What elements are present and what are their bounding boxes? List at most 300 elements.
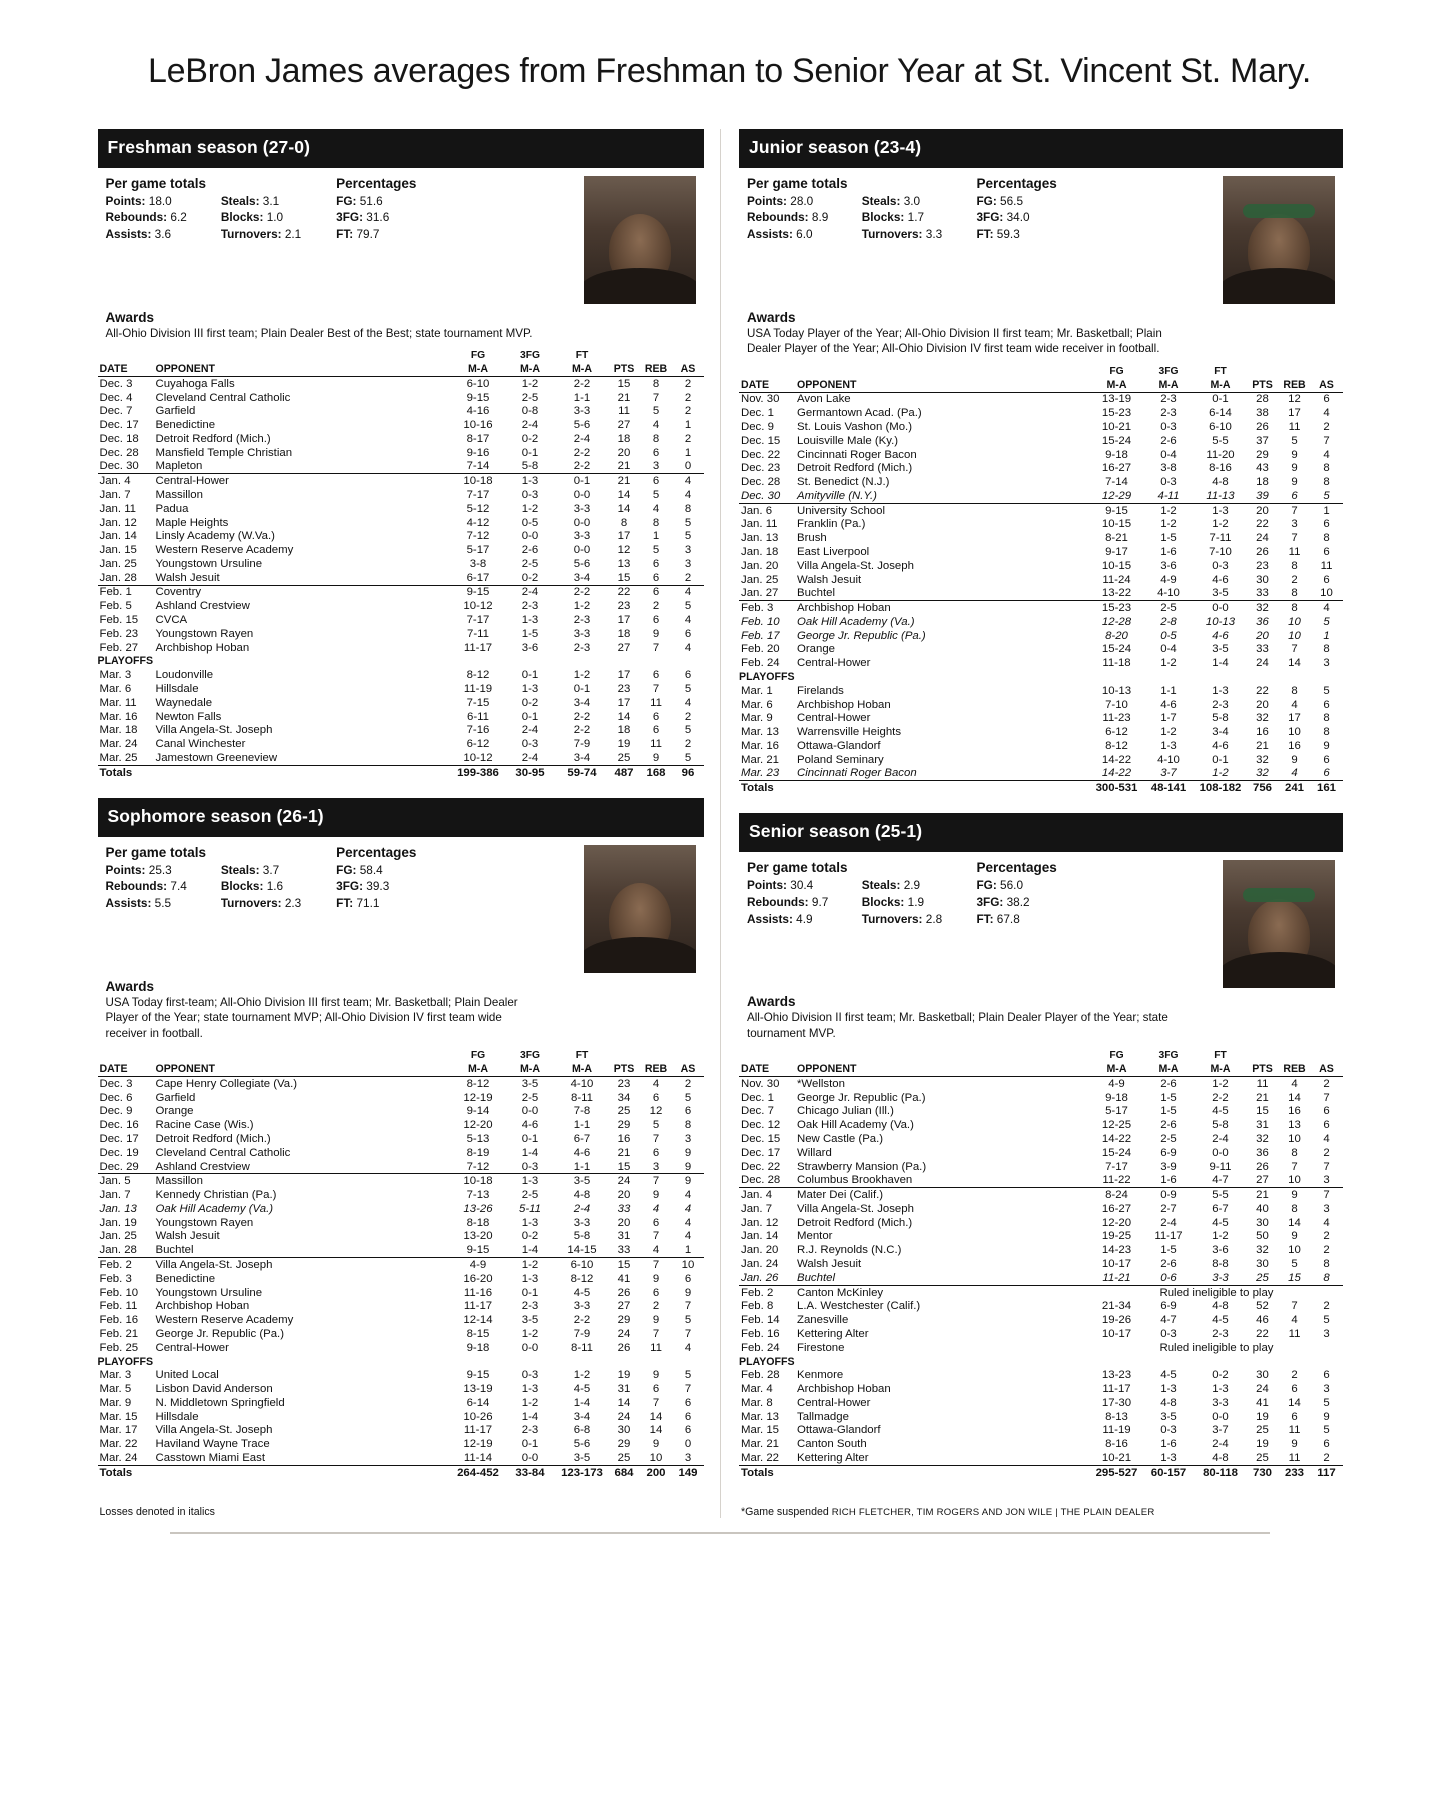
cell-as: 3 bbox=[684, 1133, 692, 1146]
table-row bbox=[98, 682, 705, 696]
cell-fg: 7-14 bbox=[1105, 476, 1128, 489]
cell-date: Feb. 25 bbox=[99, 1341, 139, 1354]
cell-fg: 8-13 bbox=[1105, 1410, 1128, 1423]
table-row bbox=[739, 1313, 1343, 1327]
cell-date: Jan. 15 bbox=[99, 544, 137, 557]
cell-fg: 6-12 bbox=[466, 738, 490, 751]
cell-fg: 11-17 bbox=[463, 1424, 493, 1437]
cell-date: Dec. 1 bbox=[741, 407, 774, 420]
table-row bbox=[98, 516, 705, 530]
cell-reb: 12 bbox=[1288, 393, 1301, 406]
per-game-label: Assists: bbox=[747, 227, 793, 242]
cell-fg: 9-15 bbox=[1105, 504, 1128, 517]
table-row bbox=[739, 489, 1343, 503]
cell-reb: 6 bbox=[652, 614, 660, 627]
cell-fg: 10-12 bbox=[463, 751, 493, 764]
cell-ft: 0-0 bbox=[573, 489, 591, 501]
cell-as: 1 bbox=[1323, 504, 1330, 517]
cell-pts: 37 bbox=[1256, 434, 1269, 447]
cell-date: Jan. 14 bbox=[99, 530, 137, 543]
cell-pts: 17 bbox=[617, 669, 631, 682]
table-row bbox=[739, 753, 1343, 767]
cell-3fg: 2-3 bbox=[521, 1424, 539, 1437]
cell-date: Dec. 7 bbox=[741, 1105, 774, 1118]
cell-fg: 11-17 bbox=[463, 1300, 493, 1313]
cell-pts: 23 bbox=[617, 600, 631, 613]
cell-3fg: 1-3 bbox=[521, 1216, 539, 1229]
cell-as: 4 bbox=[1323, 1216, 1330, 1229]
cell-as: 6 bbox=[1323, 698, 1330, 711]
cell-opponent: Coventry bbox=[155, 586, 202, 599]
cell-opponent: Detroit Redford (Mich.) bbox=[797, 1216, 913, 1229]
cell-pts: 19 bbox=[617, 738, 631, 751]
totals-fg: 300-531 bbox=[1091, 781, 1143, 795]
cell-pts: 32 bbox=[1256, 712, 1269, 725]
cell-as: 5 bbox=[684, 1314, 692, 1327]
season-heading: Senior season (25-1) bbox=[739, 815, 1343, 852]
cell-reb: 6 bbox=[652, 1091, 660, 1104]
cell-date: Dec. 3 bbox=[99, 1077, 133, 1090]
percentage-label: 3FG: bbox=[336, 210, 364, 225]
cell-date: Jan. 5 bbox=[99, 1175, 131, 1188]
clipping-columns bbox=[98, 129, 1343, 1518]
percentage-label: FG: bbox=[976, 878, 997, 893]
table-row bbox=[739, 1173, 1343, 1187]
totals-pts: 756 bbox=[1247, 781, 1279, 795]
cell-fg: 8-12 bbox=[1105, 739, 1128, 752]
cell-pts: 28 bbox=[1256, 393, 1269, 406]
cell-ft: 3-3 bbox=[573, 1300, 591, 1313]
group-blank bbox=[1311, 365, 1343, 378]
cell-ft: 2-3 bbox=[1212, 698, 1229, 711]
table-row bbox=[98, 557, 705, 571]
per-game-label: Steals: bbox=[861, 878, 901, 893]
cell-reb: 6 bbox=[1279, 489, 1311, 503]
cell-opponent: Kettering Alter bbox=[797, 1451, 869, 1464]
cell-reb: 7 bbox=[652, 1259, 660, 1272]
cell-fg: 9-15 bbox=[466, 586, 490, 599]
cell-3fg: 0-1 bbox=[521, 669, 539, 682]
cell-reb: 6 bbox=[652, 1146, 660, 1159]
cell-opponent: Detroit Redford (Mich.) bbox=[797, 462, 913, 475]
cell-reb: 10 bbox=[1288, 1244, 1301, 1257]
cell-as: 5 bbox=[1323, 1396, 1330, 1409]
percentages-block bbox=[336, 845, 471, 912]
cell-ft: 0-0 bbox=[1212, 1146, 1229, 1159]
cell-opponent: Cleveland Central Catholic bbox=[155, 1146, 291, 1159]
awards-text: USA Today first-team; All-Ohio Division III first team; Mr. Basketball; Plain Dealer Player of the Year; state tournament MVP; All-Ohio Division IV first team wide receiver in football. bbox=[105, 995, 518, 1040]
cell-ft: 8-12 bbox=[570, 1272, 594, 1285]
totals-reb: 168 bbox=[640, 765, 672, 779]
cell-ft: 7-9 bbox=[573, 1327, 591, 1340]
cell-reb: 12 bbox=[649, 1105, 663, 1118]
cell-fg: 5-17 bbox=[466, 544, 490, 557]
cell-reb: 7 bbox=[1291, 1160, 1298, 1173]
group-blank bbox=[98, 1049, 156, 1062]
cell-3fg: 2-8 bbox=[1160, 615, 1177, 628]
cell-as: 2 bbox=[1323, 1300, 1330, 1313]
totals-3fg: 33-84 bbox=[504, 1465, 556, 1479]
cell-fg: 7-10 bbox=[1105, 698, 1128, 711]
group-blank bbox=[1311, 1049, 1343, 1062]
cell-reb: 10 bbox=[1288, 1133, 1301, 1146]
cell-fg: 16-27 bbox=[1101, 462, 1132, 475]
cell-date: Jan. 13 bbox=[741, 532, 779, 545]
cell-reb: 7 bbox=[652, 1133, 660, 1146]
cell-date: Mar. 24 bbox=[99, 738, 138, 751]
cell-as: 8 bbox=[1311, 1271, 1343, 1285]
cell-3fg: 1-2 bbox=[1160, 657, 1177, 670]
cell-opponent: Mapleton bbox=[156, 460, 453, 474]
cell-reb: 8 bbox=[652, 432, 660, 445]
table-row bbox=[98, 1105, 705, 1119]
cell-reb: 7 bbox=[1291, 1300, 1298, 1313]
header-date: DATE bbox=[739, 1062, 797, 1076]
photo-shoulders bbox=[1223, 268, 1335, 304]
cell-ft: 7-10 bbox=[1209, 545, 1232, 558]
table-row bbox=[739, 767, 1343, 781]
cell-date: Dec. 3 bbox=[99, 377, 133, 390]
per-game-line: Turnovers: 3.3 bbox=[861, 227, 943, 242]
cell-opponent: Detroit Redford (Mich.) bbox=[155, 432, 271, 445]
cell-fg: 11-19 bbox=[463, 682, 493, 695]
cell-3fg: 0-1 bbox=[521, 446, 539, 459]
cell-3fg: 4-10 bbox=[1157, 753, 1180, 766]
cell-3fg: 2-7 bbox=[1160, 1202, 1177, 1215]
cell-reb: 7 bbox=[652, 1327, 660, 1340]
cell-reb: 6 bbox=[652, 475, 660, 488]
cell-ft: 2-4 bbox=[1212, 1133, 1229, 1146]
cell-reb: 4 bbox=[652, 502, 660, 515]
cell-date: Mar. 9 bbox=[741, 712, 773, 725]
header-reb: REB bbox=[1279, 1062, 1311, 1076]
cell-as: 9 bbox=[684, 1175, 692, 1188]
cell-as: 2 bbox=[1323, 1244, 1330, 1257]
cell-opponent: University School bbox=[797, 504, 885, 517]
cell-fg: 12-19 bbox=[463, 1091, 493, 1104]
cell-reb: 9 bbox=[1291, 476, 1298, 489]
cell-date: Feb. 27 bbox=[99, 641, 139, 654]
cell-reb: 11 bbox=[650, 1341, 662, 1354]
percentage-label: 3FG: bbox=[976, 894, 1004, 909]
per-game-line: Assists: 4.9 bbox=[747, 911, 813, 926]
cell-opponent: Zanesville bbox=[797, 1314, 849, 1327]
group-blank bbox=[640, 1049, 672, 1062]
table-row bbox=[739, 406, 1343, 420]
cell-ft: 4-5 bbox=[1212, 1105, 1229, 1118]
per-game-line: Blocks: 1.9 bbox=[861, 894, 925, 909]
cell-opponent: Louisville Male (Ky.) bbox=[797, 434, 899, 447]
cell-ft: 6-7 bbox=[1212, 1202, 1229, 1215]
cell-pts: 8 bbox=[620, 516, 628, 529]
per-game-line: Points: 30.4 bbox=[747, 878, 814, 893]
cell-pts: 40 bbox=[1256, 1202, 1269, 1215]
cell-3fg: 1-2 bbox=[1160, 504, 1177, 517]
cell-fg: 16-27 bbox=[1101, 1202, 1132, 1215]
cell-fg: 15-23 bbox=[1101, 602, 1132, 615]
cell-pts: 26 bbox=[1256, 420, 1269, 433]
cell-pts: 24 bbox=[617, 1175, 631, 1188]
cell-opponent: Chicago Julian (Ill.) bbox=[797, 1105, 894, 1118]
cell-as: 7 bbox=[1323, 434, 1330, 447]
cell-3fg: 1-2 bbox=[521, 502, 539, 515]
cell-date: Jan. 12 bbox=[99, 516, 137, 529]
cell-fg: 14-22 bbox=[1101, 753, 1132, 766]
per-game-label: Rebounds: bbox=[747, 210, 809, 225]
cell-opponent: Archbishop Hoban bbox=[155, 1300, 250, 1313]
cell-pts: 21 bbox=[1256, 1189, 1269, 1202]
header-ft-ma: M-A bbox=[1195, 378, 1247, 392]
cell-date: Dec. 30 bbox=[98, 460, 156, 474]
cell-as: 5 bbox=[684, 600, 692, 613]
cell-opponent: Poland Seminary bbox=[797, 753, 884, 766]
cell-date: Dec. 19 bbox=[99, 1146, 139, 1159]
percentage-line: FG: 56.0 bbox=[976, 878, 1024, 893]
cell-reb: 4 bbox=[640, 1243, 672, 1257]
cell-date: Dec. 15 bbox=[741, 434, 781, 447]
cell-3fg: 2-3 bbox=[521, 1300, 539, 1313]
cell-fg: 12-19 bbox=[463, 1438, 493, 1451]
cell-as: 8 bbox=[1323, 643, 1330, 656]
cell-reb: 14 bbox=[1288, 657, 1301, 670]
cell-as: 3 bbox=[684, 1451, 692, 1464]
header-pts: PTS bbox=[1247, 378, 1279, 392]
table-row bbox=[98, 432, 705, 446]
cell-date: Dec. 6 bbox=[99, 1091, 133, 1104]
playoffs-label-row bbox=[98, 1355, 705, 1369]
cell-pts: 15 bbox=[608, 571, 640, 585]
cell-pts: 31 bbox=[1256, 1119, 1269, 1132]
cell-3fg: 2-6 bbox=[1160, 1258, 1177, 1271]
cell-3fg: 3-5 bbox=[1160, 1410, 1177, 1423]
cell-pts: 43 bbox=[1256, 462, 1269, 475]
cell-fg: 14-23 bbox=[1101, 1244, 1132, 1257]
cell-pts: 16 bbox=[1256, 726, 1269, 739]
cell-fg: 21-34 bbox=[1101, 1300, 1132, 1313]
cell-opponent: Mentor bbox=[797, 1230, 833, 1243]
cell-opponent: R.J. Reynolds (N.C.) bbox=[797, 1244, 902, 1257]
cell-pts: 29 bbox=[617, 1119, 631, 1132]
cell-as: 3 bbox=[1323, 657, 1330, 670]
cell-3fg: 2-6 bbox=[1160, 1077, 1177, 1090]
cell-as: 7 bbox=[684, 1327, 692, 1340]
photo-shoulders bbox=[584, 937, 696, 973]
cell-3fg: 1-4 bbox=[521, 1146, 539, 1159]
cell-ft: 3-5 bbox=[1195, 586, 1247, 600]
cell-ft: 5-6 bbox=[573, 419, 591, 432]
totals-row bbox=[739, 1465, 1343, 1479]
cell-ft: 2-2 bbox=[573, 377, 591, 390]
playoffs-label: PLAYOFFS bbox=[739, 1355, 795, 1368]
per-game-label: Blocks: bbox=[861, 894, 905, 909]
cell-opponent: Avon Lake bbox=[797, 393, 851, 406]
cell-3fg: 1-3 bbox=[1160, 1451, 1177, 1464]
cell-3fg: 2-6 bbox=[1160, 434, 1177, 447]
cell-as: 9 bbox=[1323, 1410, 1330, 1423]
cell-fg: 7-17 bbox=[466, 489, 490, 501]
cell-date: Dec. 23 bbox=[741, 462, 781, 475]
cell-as: 10 bbox=[1311, 586, 1343, 600]
cell-pts: 12 bbox=[617, 544, 631, 557]
cell-as: 3 bbox=[1311, 1173, 1343, 1187]
cell-date: Feb. 24 bbox=[741, 657, 780, 670]
cell-as: 4 bbox=[684, 614, 692, 627]
bottom-divider bbox=[170, 1532, 1270, 1534]
cell-ft: 1-4 bbox=[573, 1396, 591, 1409]
cell-fg: 11-22 bbox=[1091, 1173, 1143, 1187]
cell-pts: 17 bbox=[617, 696, 631, 709]
cell-3fg: 0-2 bbox=[521, 696, 539, 709]
table-row bbox=[739, 615, 1343, 629]
season-summary bbox=[739, 168, 1343, 304]
cell-opponent: Franklin (Pa.) bbox=[797, 518, 866, 531]
group-ft: FT bbox=[575, 350, 589, 362]
cell-pts: 21 bbox=[617, 391, 631, 404]
cell-ft: 3-3 bbox=[573, 405, 591, 418]
cell-3fg: 0-3 bbox=[521, 1369, 539, 1382]
cell-fg: 9-16 bbox=[466, 446, 490, 459]
cell-fg: 12-20 bbox=[1101, 1216, 1132, 1229]
stats-row bbox=[106, 845, 472, 912]
cell-fg: 11-17 bbox=[463, 641, 493, 654]
table-row bbox=[98, 1341, 705, 1355]
header-opponent: OPPONENT bbox=[797, 378, 1091, 392]
cell-3fg: 1-2 bbox=[521, 1327, 539, 1340]
cell-3fg: 2-5 bbox=[521, 391, 539, 404]
cell-date: Feb. 2 bbox=[99, 1259, 132, 1272]
cell-pts: 36 bbox=[1256, 615, 1269, 628]
cell-as: 6 bbox=[1323, 753, 1330, 766]
cell-reb: 11 bbox=[650, 738, 662, 751]
cell-ft: 5-8 bbox=[1212, 712, 1229, 725]
cell-3fg: 0-2 bbox=[521, 1230, 539, 1243]
cell-pts: 18 bbox=[617, 432, 631, 445]
percentage-line: FT: 67.8 bbox=[976, 911, 1020, 926]
photo-shoulders bbox=[1223, 952, 1335, 988]
cell-date: Jan. 25 bbox=[741, 573, 779, 586]
cell-opponent: Canton McKinley bbox=[797, 1286, 884, 1299]
totals-fg: 264-452 bbox=[452, 1465, 504, 1479]
cell-3fg: 4-6 bbox=[1160, 698, 1177, 711]
cell-date: Jan. 7 bbox=[741, 1202, 773, 1215]
cell-ft: 0-2 bbox=[1212, 1369, 1229, 1382]
per-game-label: Steals: bbox=[861, 193, 901, 208]
cell-opponent: Western Reserve Academy bbox=[155, 1314, 294, 1327]
header-date: DATE bbox=[98, 362, 156, 376]
cell-3fg: 2-5 bbox=[1160, 1133, 1177, 1146]
cell-reb: 14 bbox=[1288, 1216, 1301, 1229]
cell-3fg: 0-2 bbox=[521, 432, 539, 445]
cell-reb: 10 bbox=[1288, 615, 1301, 628]
cell-3fg: 0-8 bbox=[521, 405, 539, 418]
season-sophomore bbox=[98, 798, 705, 1480]
per-game-line: Steals: 3.1 bbox=[220, 193, 280, 208]
cell-pts: 38 bbox=[1256, 407, 1269, 420]
cell-fg: 10-17 bbox=[1101, 1327, 1132, 1340]
percentage-line: FG: 51.6 bbox=[336, 193, 383, 208]
cell-as: 7 bbox=[1323, 1160, 1330, 1173]
header-fg-ma: M-A bbox=[452, 362, 504, 376]
cell-fg: 11-23 bbox=[1102, 712, 1131, 725]
cell-fg: 10-13 bbox=[1101, 684, 1132, 697]
table-row bbox=[98, 1216, 705, 1230]
cell-opponent: George Jr. Republic (Pa.) bbox=[155, 1327, 285, 1340]
cell-3fg: 0-1 bbox=[521, 710, 539, 723]
table-row bbox=[739, 601, 1343, 615]
cell-reb: 7 bbox=[652, 1175, 660, 1188]
per-game-block bbox=[747, 860, 976, 927]
per-game-line: Assists: 5.5 bbox=[105, 896, 172, 911]
cell-reb: 5 bbox=[1291, 434, 1298, 447]
cell-pts: 16 bbox=[617, 1133, 631, 1146]
cell-date: Feb. 16 bbox=[741, 1327, 780, 1340]
playoffs-label-row bbox=[739, 670, 1343, 684]
table-row bbox=[739, 1243, 1343, 1257]
cell-date: Mar. 15 bbox=[741, 1424, 779, 1437]
awards-title: Awards bbox=[747, 309, 796, 325]
cell-pts: 20 bbox=[617, 1189, 631, 1202]
cell-pts: 32 bbox=[1256, 602, 1269, 615]
cell-as: 9 bbox=[672, 1160, 704, 1174]
cell-ft: 11-20 bbox=[1206, 448, 1235, 461]
cell-opponent: Amityville (N.Y.) bbox=[797, 489, 1091, 503]
cell-as: 3 bbox=[684, 557, 692, 570]
cell-ft: 5-6 bbox=[573, 1438, 591, 1451]
cell-as: 1 bbox=[684, 446, 692, 459]
percentages-block bbox=[336, 176, 471, 243]
cell-reb: 5 bbox=[1291, 1258, 1298, 1271]
cell-ft: 2-4 bbox=[573, 432, 591, 445]
cell-reb: 7 bbox=[1291, 643, 1298, 656]
per-game-line: Blocks: 1.6 bbox=[220, 879, 284, 894]
cell-ft: 1-2 bbox=[1212, 518, 1229, 531]
cell-ft: 4-8 bbox=[573, 1189, 591, 1202]
header-as: AS bbox=[1311, 1062, 1343, 1076]
cell-reb: 4 bbox=[1291, 1077, 1298, 1090]
cell-date: Mar. 16 bbox=[99, 710, 138, 723]
cell-3fg: 0-3 bbox=[1160, 1327, 1177, 1340]
cell-3fg: 0-3 bbox=[1160, 1424, 1177, 1437]
cell-pts: 15 bbox=[617, 377, 631, 390]
awards-title: Awards bbox=[105, 309, 155, 325]
cell-date: Jan. 28 bbox=[98, 1243, 156, 1257]
cell-ft: 6-7 bbox=[573, 1133, 591, 1146]
cell-opponent: Benedictine bbox=[155, 419, 216, 432]
cell-as: 6 bbox=[684, 1272, 692, 1285]
table-row bbox=[98, 543, 705, 557]
cell-fg: 8-12 bbox=[466, 669, 490, 682]
cell-opponent: Germantown Acad. (Pa.) bbox=[797, 407, 922, 420]
table-row bbox=[739, 475, 1343, 489]
cell-opponent: Haviland Wayne Trace bbox=[155, 1438, 270, 1451]
cell-as: 2 bbox=[684, 405, 692, 418]
group-blank bbox=[608, 349, 640, 362]
cell-ft: 1-1 bbox=[573, 1119, 591, 1132]
cell-pts: 21 bbox=[608, 460, 640, 474]
cell-opponent: Tallmadge bbox=[797, 1410, 849, 1423]
cell-opponent: Kenmore bbox=[797, 1369, 844, 1382]
cell-reb: 16 bbox=[1288, 739, 1301, 752]
cell-ft: 1-2 bbox=[1212, 1230, 1229, 1243]
cell-reb: 4 bbox=[652, 1202, 660, 1215]
season-heading-wrap bbox=[98, 798, 705, 837]
cell-fg: 5-17 bbox=[1105, 1105, 1128, 1118]
cell-pts: 13 bbox=[617, 557, 631, 570]
cell-pts: 27 bbox=[1247, 1173, 1279, 1187]
cell-opponent: George Jr. Republic (Pa.) bbox=[797, 1091, 926, 1104]
cell-pts: 18 bbox=[1256, 476, 1269, 489]
cell-reb: 15 bbox=[1279, 1271, 1311, 1285]
